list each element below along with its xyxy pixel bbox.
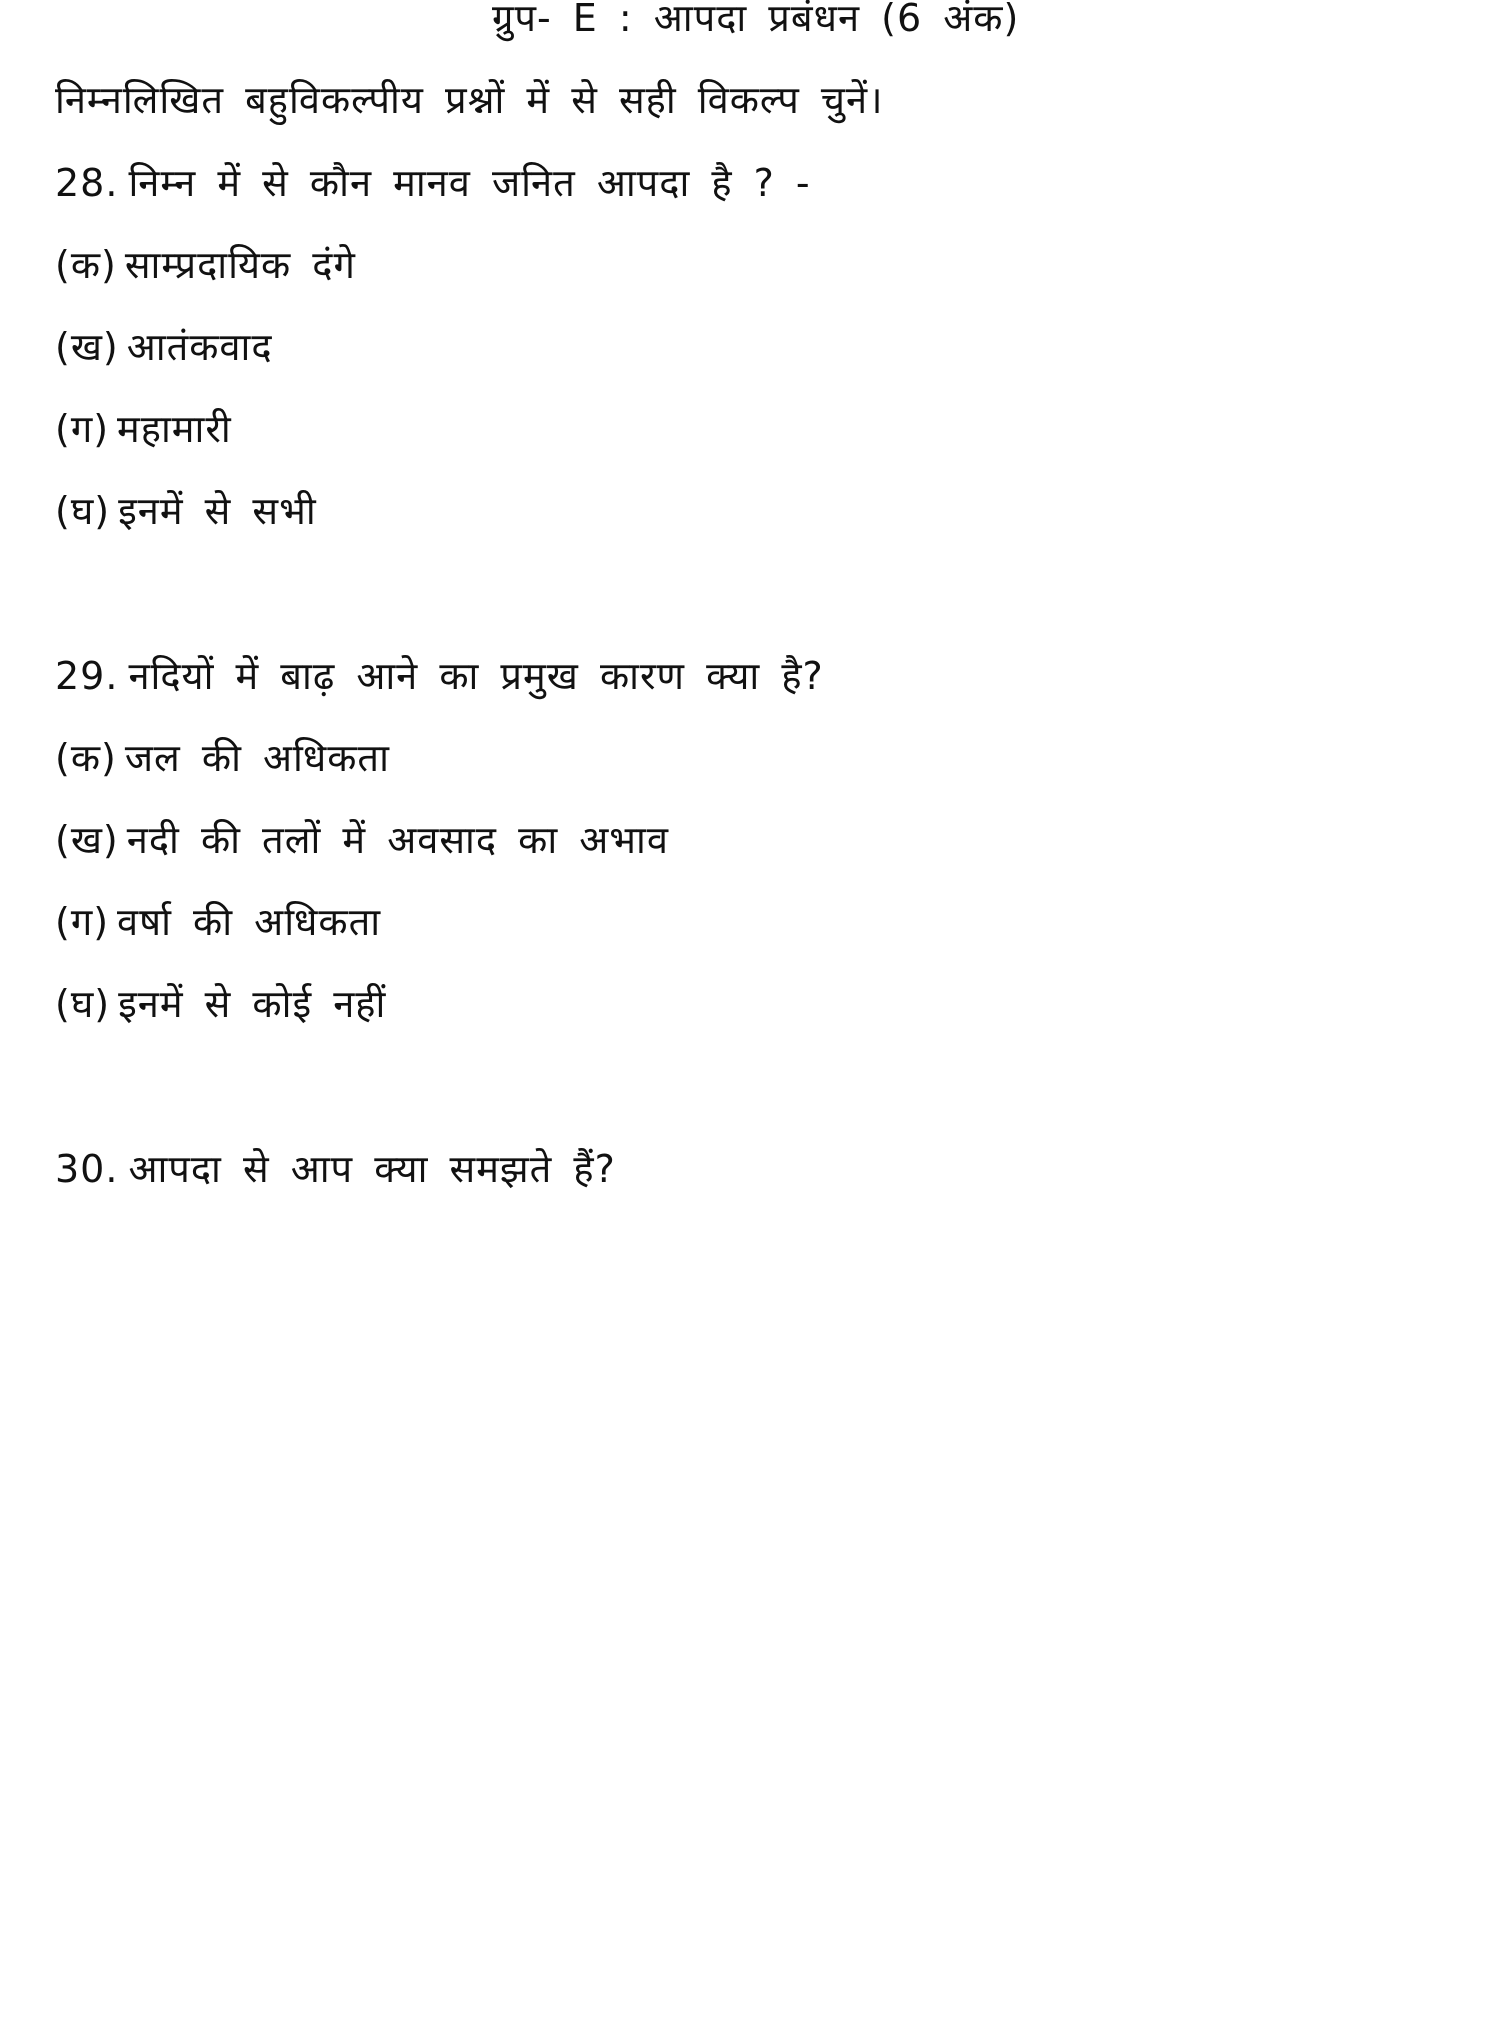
option-label: (ग) (55, 900, 110, 944)
question-text: आपदा से आप क्या समझते हैं? (128, 1147, 616, 1191)
question-28-option-a (55, 241, 356, 289)
question-29-option-d (55, 980, 386, 1028)
section-heading: ग्रुप- E : आपदा प्रबंधन (6 अंक) (492, 0, 1020, 40)
option-label: (ख) (55, 818, 119, 862)
option-text: वर्षा की अधिकता (117, 900, 382, 944)
option-text: जल की अधिकता (124, 736, 390, 780)
option-text: नदी की तलों में अवसाद का अभाव (126, 818, 669, 862)
option-text: इनमें से सभी (118, 489, 317, 533)
option-label: (घ) (55, 982, 111, 1026)
question-number: 29. (55, 654, 119, 698)
option-text: आतंकवाद (126, 325, 273, 369)
question-number: 30. (55, 1147, 119, 1191)
option-label: (ख) (55, 325, 119, 369)
option-text: इनमें से कोई नहीं (118, 982, 387, 1026)
question-29-option-a (55, 734, 390, 782)
question-29 (55, 652, 824, 700)
option-label: (घ) (55, 489, 111, 533)
question-28 (55, 159, 811, 207)
question-30 (55, 1145, 616, 1193)
instruction-text: निम्नलिखित बहुविकल्पीय प्रश्नों में से सही विकल्प चुनें। (55, 78, 884, 122)
question-text: नदियों में बाढ़ आने का प्रमुख कारण क्या है? (128, 654, 824, 698)
option-text: साम्प्रदायिक दंगे (124, 243, 356, 287)
question-number: 28. (55, 161, 119, 205)
option-label: (ग) (55, 407, 110, 451)
question-29-option-c (55, 898, 381, 946)
option-text: महामारी (117, 407, 232, 451)
question-29-option-b (55, 816, 669, 864)
option-label: (क) (55, 243, 117, 287)
question-text: निम्न में से कौन मानव जनित आपदा है ? - (128, 161, 811, 205)
question-28-option-b (55, 323, 273, 371)
option-label: (क) (55, 736, 117, 780)
question-28-option-c (55, 405, 232, 453)
question-28-option-d (55, 487, 317, 535)
